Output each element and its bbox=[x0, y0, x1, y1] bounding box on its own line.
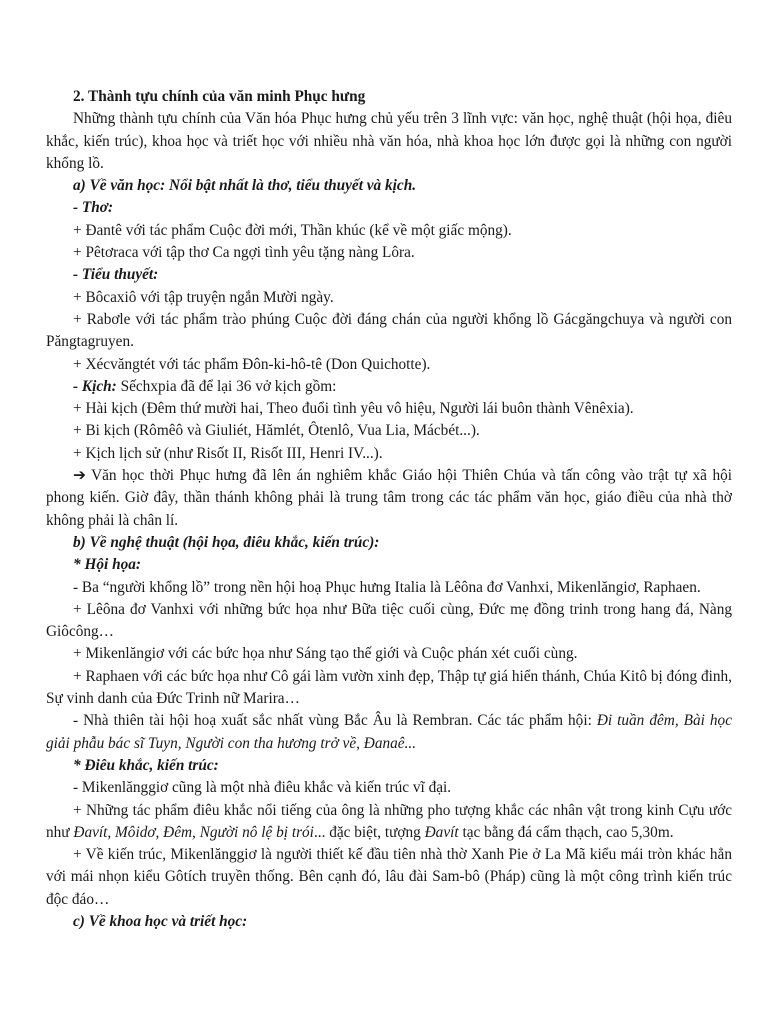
sculpture-text: ... đặc biệt, tượng bbox=[313, 823, 425, 841]
drama-intro: Sếchxpia đã để lại 36 vở kịch gồm: bbox=[116, 377, 337, 395]
science-heading: c) Về khoa học và triết học: bbox=[73, 912, 248, 930]
sculpture-paragraph bbox=[46, 800, 732, 845]
novel-item: + Bôcaxiô với tập truyện ngắn Mười ngày. bbox=[73, 288, 334, 306]
painting-line: + Mikenlăngiơ với các bức họa như Sáng tạo thế giới và Cuộc phán xét cuối cùng. bbox=[73, 645, 578, 663]
painting-line: + Raphaen với các bức họa như Cô gái làm vườn xinh đẹp, Thập tự giá hiển thánh, Chúa Kitô bị đóng đinh, Sự vinh danh của Đức Trinh nữ Marira… bbox=[46, 667, 732, 708]
sculpture-text: + Những tác phẩm điêu khắc nổi tiếng của ông là những pho tượng khắc các nhân vật trong kinh Cựu ước như bbox=[46, 801, 732, 841]
sculpture-heading: * Điêu khắc, kiến trúc: bbox=[73, 756, 219, 774]
painting-line: - Ba “người khổng lồ” trong nền hội hoạ Phục hưng Italia là Lêôna đơ Vanhxi, Mikenlăngiơ, Raphaen. bbox=[73, 578, 701, 596]
drama-item: + Kịch lịch sử (như Risốt II, Risốt III, Henri IV...). bbox=[73, 444, 383, 462]
art-heading: b) Về nghệ thuật (hội họa, điêu khắc, kiến trúc): bbox=[73, 533, 380, 551]
drama-item: + Hài kịch (Đêm thứ mười hai, Theo đuổi tình yêu vô hiệu, Người lái buôn thành Vênêxia). bbox=[73, 400, 634, 418]
painting-line: + Lêôna đơ Vanhxi với những bức họa như Bữa tiệc cuối cùng, Đức mẹ đồng trinh trong hang đá, Nàng Giôcông… bbox=[46, 600, 732, 641]
david-statue: Đavít bbox=[424, 823, 459, 841]
rembrandt-works: Đi tuần đêm, Bài học giải phẫu bác sĩ Tuyn, Người con tha hương trở về, Đanaê... bbox=[46, 712, 732, 752]
document-body bbox=[46, 86, 732, 933]
architecture-paragraph: + Về kiến trúc, Mikenlănggiơ là người thiết kế đầu tiên nhà thờ Xanh Pie ở La Mã kiểu mái tròn khác hẳn với mái nhọn kiểu Gôtích truyền thống. Bên cạnh đó, lâu đài Sam-bô (Pháp) cũng là một công trình kiến trúc độc đáo… bbox=[46, 846, 732, 908]
novel-item: + Xécvăngtét với tác phẩm Đôn-ki-hô-tê (Don Quichotte). bbox=[73, 355, 431, 373]
rembrandt-paragraph bbox=[46, 710, 732, 755]
sculpture-works: Đavít, Môidơ, Đêm, Người nô lệ bị trói bbox=[73, 823, 314, 841]
literature-conclusion: ➔ Văn học thời Phục hưng đã lên án nghiêm khắc Giáo hội Thiên Chúa và tấn công vào trật tự xã hội phong kiến. Giờ đây, thần thánh không phải là trung tâm trong các tác phẩm văn học, giáo điều của nhà thờ không phải là chân lí. bbox=[46, 467, 732, 529]
drama-item: + Bi kịch (Rômêô và Giuliét, Hămlét, Ôtenlô, Vua Lia, Mácbét...). bbox=[73, 422, 480, 440]
sculpture-text: tạc bằng đá cẩm thạch, cao 5,30m. bbox=[458, 823, 674, 841]
literature-heading: a) Về văn học: Nổi bật nhất là thơ, tiểu thuyết và kịch. bbox=[73, 177, 417, 195]
sculpture-line: - Mikenlănggiơ cũng là một nhà điêu khắc và kiến trúc vĩ đại. bbox=[73, 779, 452, 797]
rembrandt-text: - Nhà thiên tài hội hoạ xuất sắc nhất vùng Bắc Âu là Rembran. Các tác phẩm hội: bbox=[73, 712, 597, 730]
poetry-item: + Đantê với tác phẩm Cuộc đời mới, Thần khúc (kể về một giấc mộng). bbox=[73, 221, 512, 239]
drama-heading: - Kịch: bbox=[73, 377, 117, 395]
novel-item: + Rabơle với tác phẩm trào phúng Cuộc đời đáng chán của người khổng lồ Gácgăngchuya và người con Păngtagruyen. bbox=[46, 310, 732, 351]
poetry-item: + Pêtơraca với tập thơ Ca ngợi tình yêu tặng nàng Lôra. bbox=[73, 244, 415, 262]
drama-line bbox=[46, 376, 732, 398]
novel-heading: - Tiểu thuyết: bbox=[73, 266, 159, 284]
section-title: 2. Thành tựu chính của văn minh Phục hưng bbox=[73, 88, 366, 105]
painting-heading: * Hội họa: bbox=[73, 556, 141, 574]
intro-paragraph: Những thành tựu chính của Văn hóa Phục hưng chủ yếu trên 3 lĩnh vực: văn học, nghệ thuật (hội họa, điêu khắc, kiến trúc), khoa học và triết học với nhiều nhà văn hóa, nhà khoa học lớn được gọi là những con người khổng lồ. bbox=[46, 110, 732, 172]
poetry-heading: - Thơ: bbox=[73, 199, 114, 217]
